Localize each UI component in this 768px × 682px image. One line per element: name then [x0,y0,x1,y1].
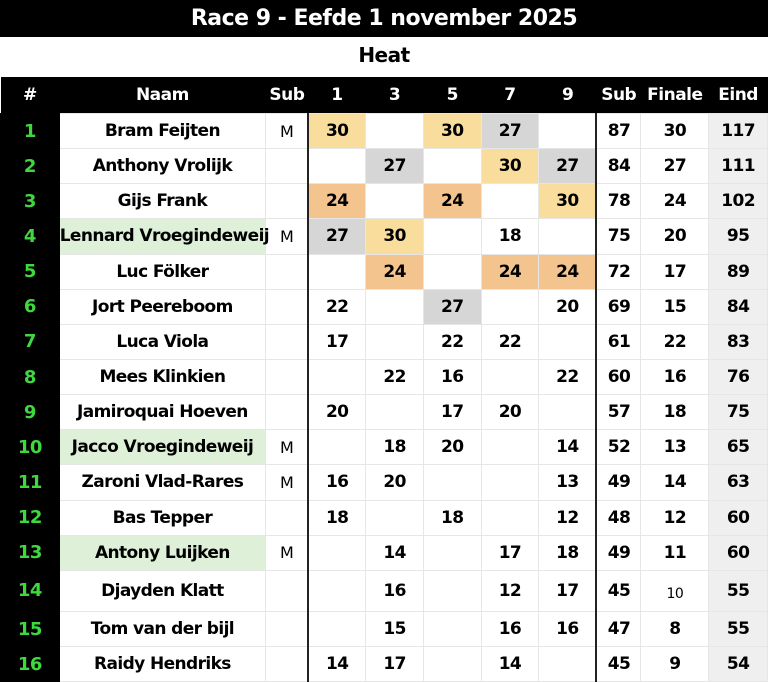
heat-1-cell: 22 [308,289,366,324]
table-row [1,254,768,289]
heat-7-cell [481,184,539,219]
heat-5-cell [423,535,481,570]
table-row [1,570,768,611]
eind-cell: 75 [709,395,768,430]
heat-7-cell [481,500,539,535]
name-cell: Lennard Vroegindeweij [59,219,265,254]
subtotal-cell: 75 [596,219,641,254]
eind-cell: 63 [709,465,768,500]
heat-7-cell [481,359,539,394]
table-row [1,114,768,149]
heat-3-cell: 14 [366,535,424,570]
subtotal-cell: 57 [596,395,641,430]
sub-cell: M [266,430,308,465]
heat-9-cell [539,219,597,254]
heat-7-cell: 27 [481,114,539,149]
subtotal-cell: 52 [596,430,641,465]
heat-9-cell: 20 [539,289,597,324]
heat-3-cell [366,184,424,219]
rank-cell: 11 [1,465,60,500]
rank-cell: 9 [1,395,60,430]
sub-cell [266,570,308,611]
finale-cell: 18 [641,395,709,430]
heat-7-cell: 14 [481,647,539,682]
col-heat-1: 1 [308,77,366,114]
eind-cell: 89 [709,254,768,289]
name-cell: Gijs Frank [59,184,265,219]
heat-7-cell: 16 [481,611,539,646]
rank-cell: 2 [1,149,60,184]
name-cell: Luc Fölker [59,254,265,289]
sub-cell [266,184,308,219]
heat-3-cell: 17 [366,647,424,682]
heat-9-cell: 17 [539,570,597,611]
finale-cell: 9 [641,647,709,682]
rank-cell: 4 [1,219,60,254]
sub-cell: M [266,114,308,149]
heat-3-cell: 20 [366,465,424,500]
col-finale: Finale [641,77,709,114]
heat-1-cell [308,254,366,289]
heat-7-cell: 18 [481,219,539,254]
col-heat-5: 5 [423,77,481,114]
heat-7-cell [481,289,539,324]
heat-5-cell [423,611,481,646]
rank-cell: 1 [1,114,60,149]
heat-1-cell [308,359,366,394]
sub-cell [266,289,308,324]
eind-cell: 111 [709,149,768,184]
name-cell: Tom van der bijl [59,611,265,646]
col-rank: # [1,77,60,114]
sub-cell: M [266,219,308,254]
heat-9-cell: 14 [539,430,597,465]
subtotal-cell: 49 [596,465,641,500]
subtotal-cell: 45 [596,647,641,682]
table-row [1,500,768,535]
heat-3-cell: 22 [366,359,424,394]
finale-cell: 27 [641,149,709,184]
finale-cell: 11 [641,535,709,570]
eind-cell: 117 [709,114,768,149]
sub-cell [266,395,308,430]
sub-cell [266,359,308,394]
table-row [1,149,768,184]
heat-9-cell: 24 [539,254,597,289]
table-row [1,324,768,359]
finale-cell: 30 [641,114,709,149]
eind-cell: 84 [709,289,768,324]
heat-7-cell [481,430,539,465]
heat-1-cell: 27 [308,219,366,254]
table-row [1,289,768,324]
sub-cell [266,500,308,535]
rank-cell: 15 [1,611,60,646]
subtotal-cell: 49 [596,535,641,570]
finale-cell: 13 [641,430,709,465]
col-eind: Eind [709,77,768,114]
col-heat-9: 9 [539,77,597,114]
table-row [1,430,768,465]
heat-1-cell: 30 [308,114,366,149]
heat-9-cell: 22 [539,359,597,394]
rank-cell: 6 [1,289,60,324]
sub-cell: M [266,535,308,570]
heat-5-cell [423,254,481,289]
finale-cell: 17 [641,254,709,289]
eind-cell: 60 [709,500,768,535]
heat-9-cell: 13 [539,465,597,500]
sub-cell [266,611,308,646]
heat-3-cell: 27 [366,149,424,184]
table-row [1,184,768,219]
eind-cell: 54 [709,647,768,682]
finale-cell: 8 [641,611,709,646]
heat-3-cell: 24 [366,254,424,289]
heat-1-cell: 18 [308,500,366,535]
heat-5-cell: 24 [423,184,481,219]
header-row [1,77,768,114]
name-cell: Bram Feijten [59,114,265,149]
heat-3-cell: 16 [366,570,424,611]
sub-cell [266,647,308,682]
heat-3-cell [366,395,424,430]
heat-9-cell: 12 [539,500,597,535]
heat-5-cell: 22 [423,324,481,359]
rank-cell: 13 [1,535,60,570]
sub-cell [266,324,308,359]
col-heat-7: 7 [481,77,539,114]
eind-cell: 55 [709,570,768,611]
col-subtotal: Sub [596,77,641,114]
finale-cell: 15 [641,289,709,324]
name-cell: Luca Viola [59,324,265,359]
heat-3-cell [366,289,424,324]
name-cell: Raidy Hendriks [59,647,265,682]
name-cell: Jamiroquai Hoeven [59,395,265,430]
name-cell: Jort Peereboom [59,289,265,324]
rank-cell: 12 [1,500,60,535]
table-row [1,535,768,570]
heat-5-cell [423,647,481,682]
heat-9-cell [539,647,597,682]
subtotal-cell: 61 [596,324,641,359]
subtotal-cell: 47 [596,611,641,646]
heat-1-cell [308,535,366,570]
eind-cell: 65 [709,430,768,465]
heat-7-cell [481,465,539,500]
finale-cell: 14 [641,465,709,500]
name-cell: Jacco Vroegindeweij [59,430,265,465]
name-cell: Anthony Vrolijk [59,149,265,184]
rank-cell: 7 [1,324,60,359]
eind-cell: 55 [709,611,768,646]
heat-1-cell [308,149,366,184]
heat-7-cell: 30 [481,149,539,184]
sub-cell [266,254,308,289]
rank-cell: 14 [1,570,60,611]
heat-5-cell [423,465,481,500]
heat-5-cell: 17 [423,395,481,430]
heat-5-cell [423,219,481,254]
name-cell: Bas Tepper [59,500,265,535]
subtotal-cell: 69 [596,289,641,324]
heat-9-cell [539,324,597,359]
heat-1-cell [308,430,366,465]
heat-9-cell [539,395,597,430]
heat-9-cell: 30 [539,184,597,219]
subtotal-cell: 84 [596,149,641,184]
subtotal-cell: 72 [596,254,641,289]
heat-7-cell: 12 [481,570,539,611]
heat-5-cell [423,570,481,611]
finale-cell: 20 [641,219,709,254]
finale-cell: 16 [641,359,709,394]
heat-1-cell: 17 [308,324,366,359]
heat-9-cell: 27 [539,149,597,184]
heat-7-cell: 22 [481,324,539,359]
rank-cell: 8 [1,359,60,394]
subtotal-cell: 78 [596,184,641,219]
heat-1-cell: 14 [308,647,366,682]
sub-cell [266,149,308,184]
rank-cell: 5 [1,254,60,289]
heat-3-cell: 30 [366,219,424,254]
heat-9-cell: 18 [539,535,597,570]
finale-cell: 22 [641,324,709,359]
heat-5-cell: 16 [423,359,481,394]
finale-cell: 10 [641,570,709,611]
page-title: Race 9 - Eefde 1 november 2025 [0,0,768,37]
heat-5-cell: 27 [423,289,481,324]
heat-1-cell [308,570,366,611]
heat-9-cell: 16 [539,611,597,646]
heat-3-cell [366,500,424,535]
rank-cell: 16 [1,647,60,682]
heat-5-cell: 20 [423,430,481,465]
heat-7-cell: 24 [481,254,539,289]
subtotal-cell: 60 [596,359,641,394]
col-sub: Sub [266,77,308,114]
eind-cell: 60 [709,535,768,570]
heat-3-cell [366,114,424,149]
eind-cell: 83 [709,324,768,359]
table-row [1,465,768,500]
heat-1-cell [308,611,366,646]
heat-header: Heat [358,43,410,67]
heat-5-cell: 18 [423,500,481,535]
finale-cell: 12 [641,500,709,535]
eind-cell: 95 [709,219,768,254]
table-row [1,219,768,254]
name-cell: Djayden Klatt [59,570,265,611]
table-row [1,359,768,394]
table-row [1,647,768,682]
heat-5-cell: 30 [423,114,481,149]
sub-cell: M [266,465,308,500]
table-row [1,395,768,430]
eind-cell: 102 [709,184,768,219]
heat-1-cell: 20 [308,395,366,430]
col-heat-3: 3 [366,77,424,114]
col-name: Naam [59,77,265,114]
name-cell: Antony Luijken [59,535,265,570]
results-table [0,77,768,682]
subtotal-cell: 48 [596,500,641,535]
name-cell: Zaroni Vlad-Rares [59,465,265,500]
name-cell: Mees Klinkien [59,359,265,394]
rank-cell: 10 [1,430,60,465]
table-row [1,611,768,646]
rank-cell: 3 [1,184,60,219]
heat-9-cell [539,114,597,149]
heat-1-cell: 16 [308,465,366,500]
heat-5-cell [423,149,481,184]
heat-7-cell: 17 [481,535,539,570]
heat-7-cell: 20 [481,395,539,430]
heat-1-cell: 24 [308,184,366,219]
eind-cell: 76 [709,359,768,394]
finale-cell: 24 [641,184,709,219]
heat-3-cell [366,324,424,359]
heat-3-cell: 18 [366,430,424,465]
heat-3-cell: 15 [366,611,424,646]
subtotal-cell: 87 [596,114,641,149]
subtotal-cell: 45 [596,570,641,611]
